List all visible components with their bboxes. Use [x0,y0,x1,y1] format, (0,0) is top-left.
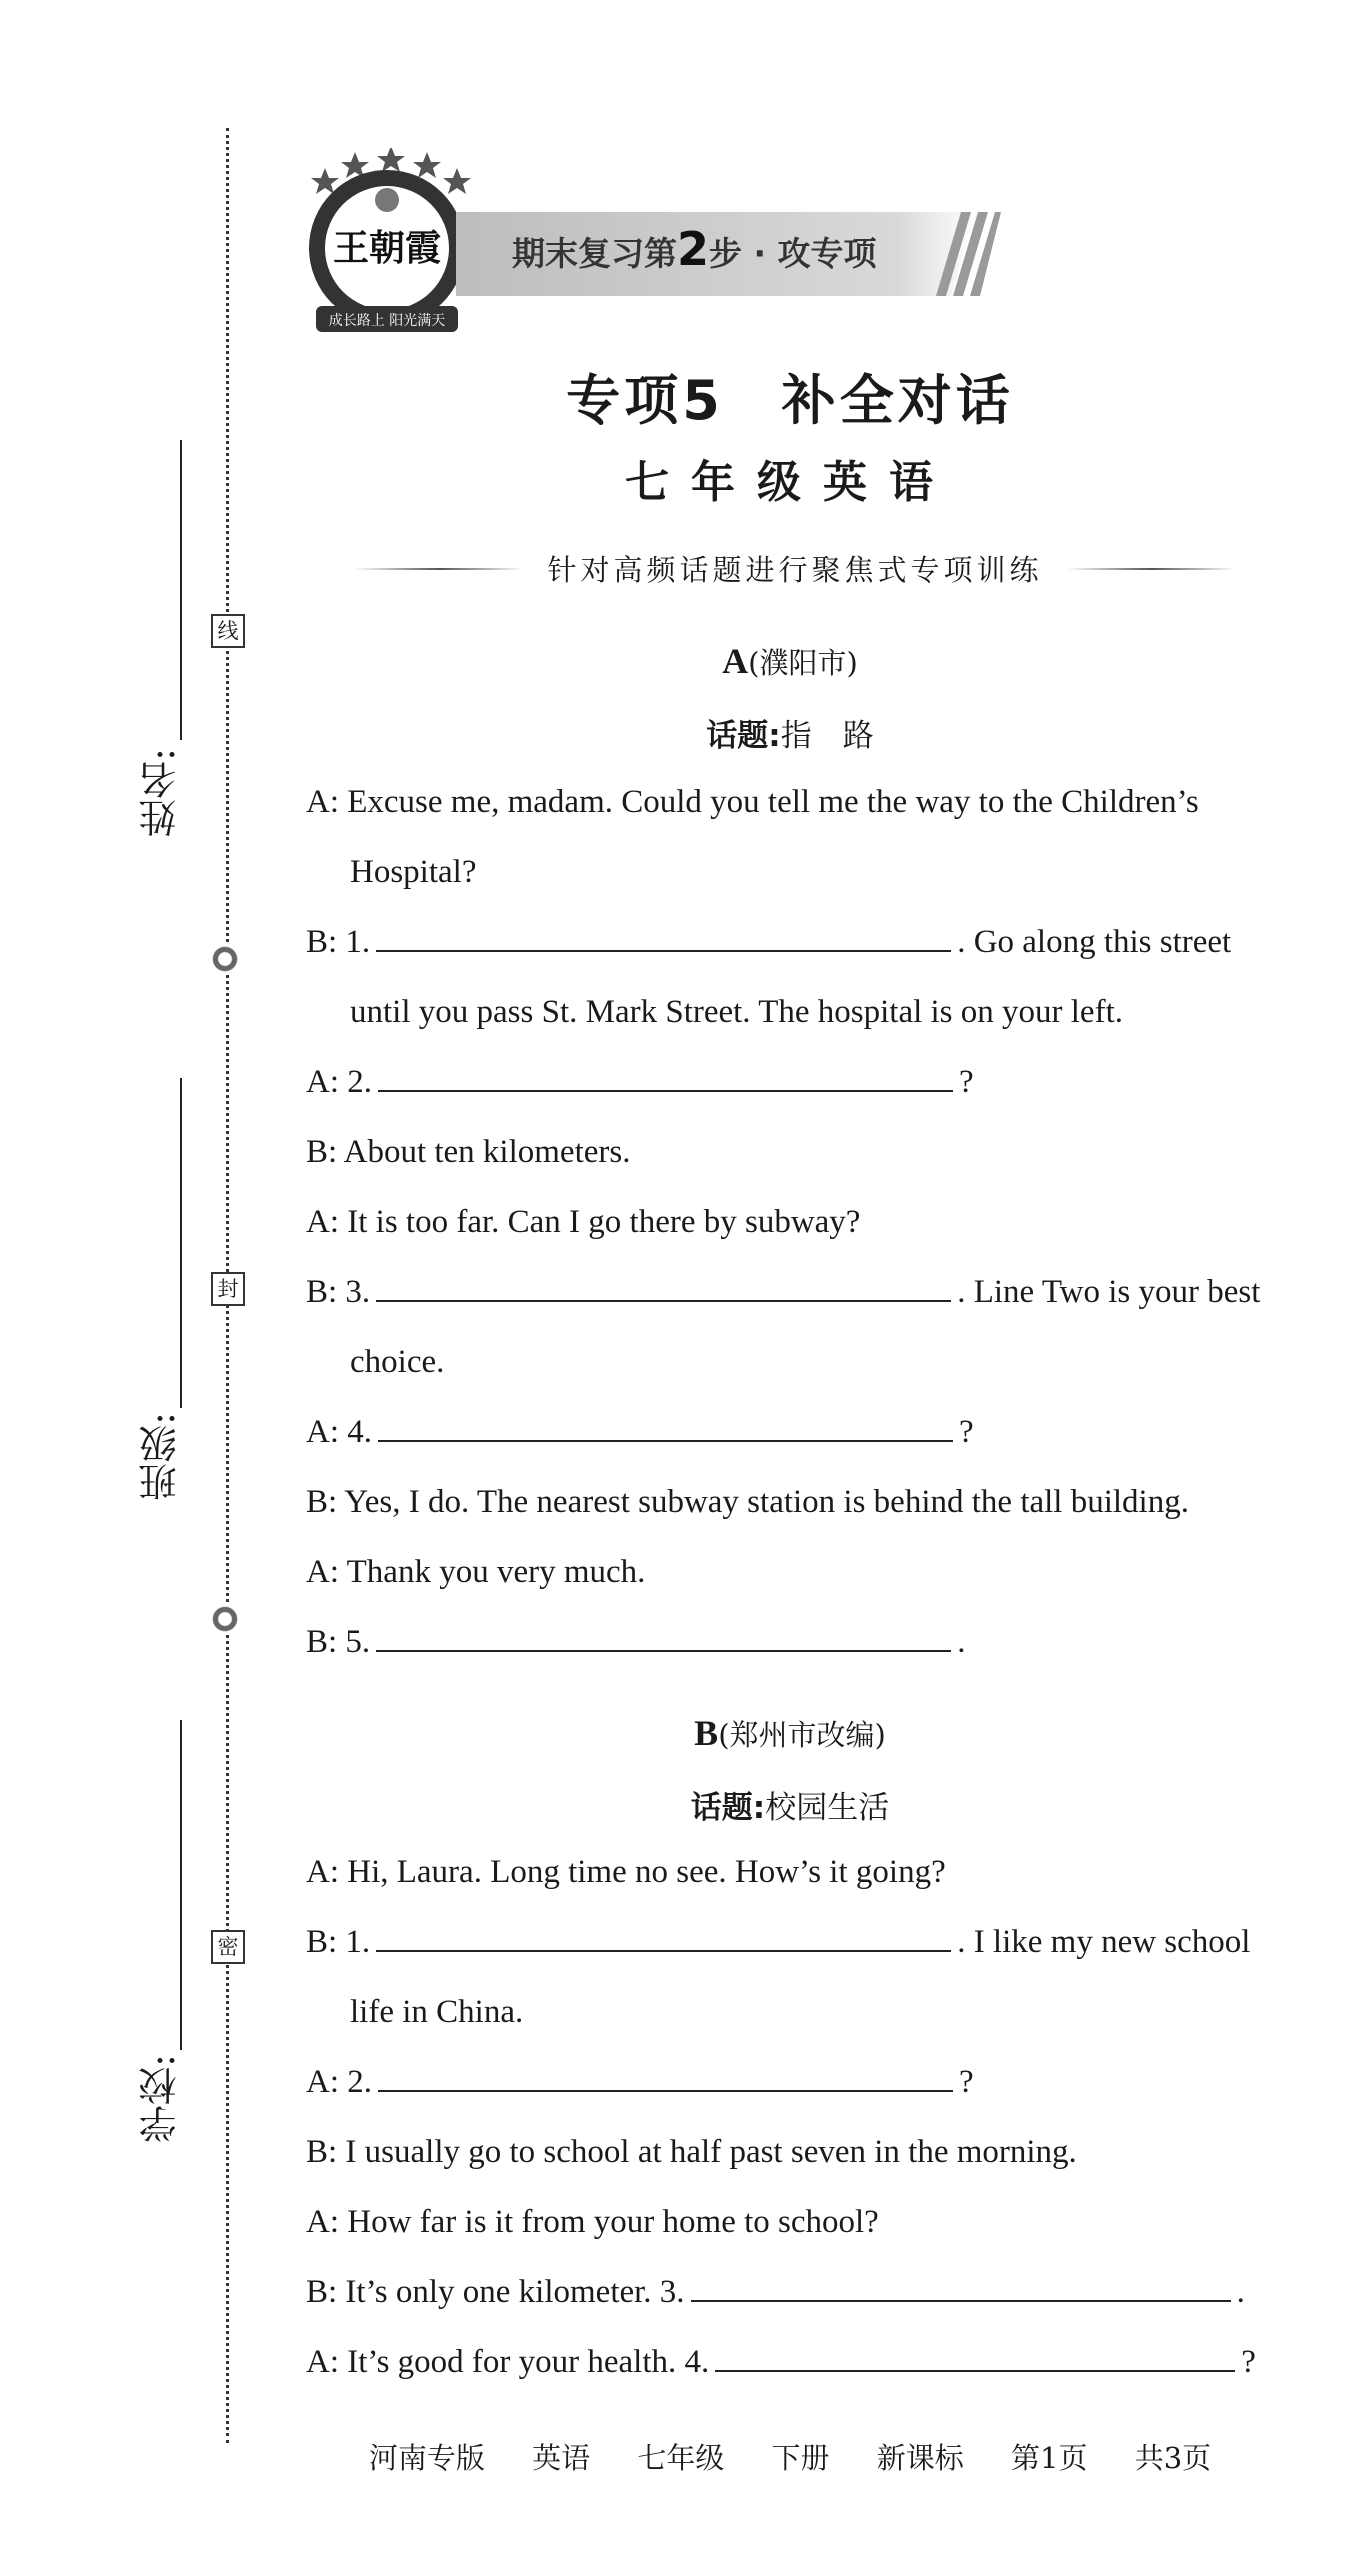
answer-blank-b3[interactable] [691,2274,1231,2302]
banner-title [512,222,877,276]
dialogue-line: A: How far is it from your home to school? [306,2204,879,2240]
dialogue-line: life in China. [350,1994,524,2030]
banner-step-number: 2 [677,222,710,276]
dialogue-line: A: Hi, Laura. Long time no see. How’s it going? [306,1854,946,1890]
dialogue-line [306,2062,1291,2102]
section-a-label: A [722,641,749,681]
footer-edition: 河南专版 [368,2441,485,2475]
tagline [330,548,1260,589]
dialogue-line: B: About ten kilometers. [306,1134,631,1170]
section-b-topic-text: 校园生活 [765,1790,890,1826]
dialogue-line [306,2272,1291,2312]
dialogue-text: B: 1. [306,1924,371,1960]
page-footer [300,2436,1280,2477]
answer-blank-b4[interactable] [715,2344,1235,2372]
section-a-topic-text: 指 路 [780,718,874,754]
dialogue-text: ? [959,1414,974,1450]
ring-ornament-icon [210,1604,240,1634]
dialogue-line [306,1272,1291,1312]
tagline-rule-right [1067,568,1237,570]
answer-blank-b1[interactable] [376,1924,951,1952]
dialogue-line: B: Yes, I do. The nearest subway station is behind the tall building. [306,1484,1189,1520]
dialogue-text: B: 5. [306,1624,371,1660]
class-fill-line[interactable] [180,1078,182,1408]
dialogue-text: A: 4. [306,1414,372,1450]
section-b-topic-label: 话题: [690,1790,766,1826]
footer-page-total: 共3页 [1134,2441,1212,2475]
tagline-rule-left [354,568,524,570]
section-a-topic [300,710,1280,755]
section-a-topic-label: 话题: [706,718,781,754]
dialogue-text: . [957,1624,966,1660]
dialogue-text: ? [959,1064,974,1100]
answer-blank-a3[interactable] [376,1274,951,1302]
answer-blank-b2[interactable] [378,2064,953,2092]
dialogue-text: . Line Two is your best [957,1274,1261,1310]
banner-prefix: 期末复习第 [512,234,677,273]
dialogue-line: A: Thank you very much. [306,1554,646,1590]
footer-volume: 下册 [771,2441,830,2475]
dialogue-line: choice. [350,1344,445,1380]
ring-ornament-icon [210,944,240,974]
footer-page-number: 第1页 [1011,2441,1088,2475]
footer-grade: 七年级 [637,2441,725,2475]
page-title: 专项5 补全对话 [566,369,1014,432]
dialogue-line: B: I usually go to school at half past seven in the morning. [306,2134,1077,2170]
seal-char-secret: 密 [211,1930,245,1964]
section-b-label: B [694,1713,719,1753]
seal-char-line: 线 [211,614,245,648]
footer-curriculum: 新课标 [876,2441,964,2475]
dialogue-line: until you pass St. Mark Street. The hospital is on your left. [350,994,1123,1030]
dialogue-line [306,1412,1291,1452]
dialogue-text: A: It’s good for your health. 4. [306,2344,710,2380]
dialogue-line [306,782,1291,822]
name-label: 姓名: [139,748,183,837]
dialogue-line [306,1062,1291,1102]
dialogue-line [306,922,1291,962]
section-a-heading [300,640,1280,682]
answer-blank-a1[interactable] [376,924,951,952]
dialogue-line: A: It is too far. Can I go there by subway? [306,1204,861,1240]
dialogue-text: A: 2. [306,2064,372,2100]
name-fill-line[interactable] [180,440,182,740]
dialogue-text: A: 2. [306,1064,372,1100]
school-fill-line[interactable] [180,1720,182,2050]
dialogue-text: B: 1. [306,924,371,960]
school-label: 学校: [139,2054,183,2143]
answer-blank-a2[interactable] [378,1064,953,1092]
dialogue-text: B: It’s only one kilometer. 3. [306,2274,685,2310]
footer-subject: 英语 [532,2441,591,2475]
section-b-heading [300,1712,1280,1754]
dialogue-text: . [1236,2274,1245,2310]
dialogue-text: . Go along this street [957,924,1232,960]
brand-name: 王朝霞 [332,227,442,269]
dialogue-line: Hospital? [350,854,477,890]
banner-suffix: 步 · 攻专项 [709,234,877,273]
section-b-topic [300,1782,1280,1827]
section-a-source: (濮阳市) [748,646,858,680]
brand-logo [296,148,478,340]
dialogue-text: ? [1241,2344,1256,2380]
seal-char-seal: 封 [211,1272,245,1306]
section-b-source: (郑州市改编) [718,1718,886,1752]
page-subtitle: 七年级英语 [625,457,955,508]
brand-motto: 成长路上 阳光满天 [328,313,446,329]
dialogue-text: . I like my new school [957,1924,1251,1960]
dialogue-line [306,1622,1291,1662]
dialogue-line [306,2342,1291,2382]
dialogue-text: B: 3. [306,1274,371,1310]
dialogue-line [306,1922,1291,1962]
dialogue-text: A: Excuse me, madam. Could you tell me the way to the Children’s [306,784,1199,820]
answer-blank-a4[interactable] [378,1414,953,1442]
tagline-text: 针对高频话题进行聚焦式专项训练 [547,553,1043,587]
class-label: 班级: [139,1412,183,1501]
answer-blank-a5[interactable] [376,1624,951,1652]
dialogue-text: ? [959,2064,974,2100]
